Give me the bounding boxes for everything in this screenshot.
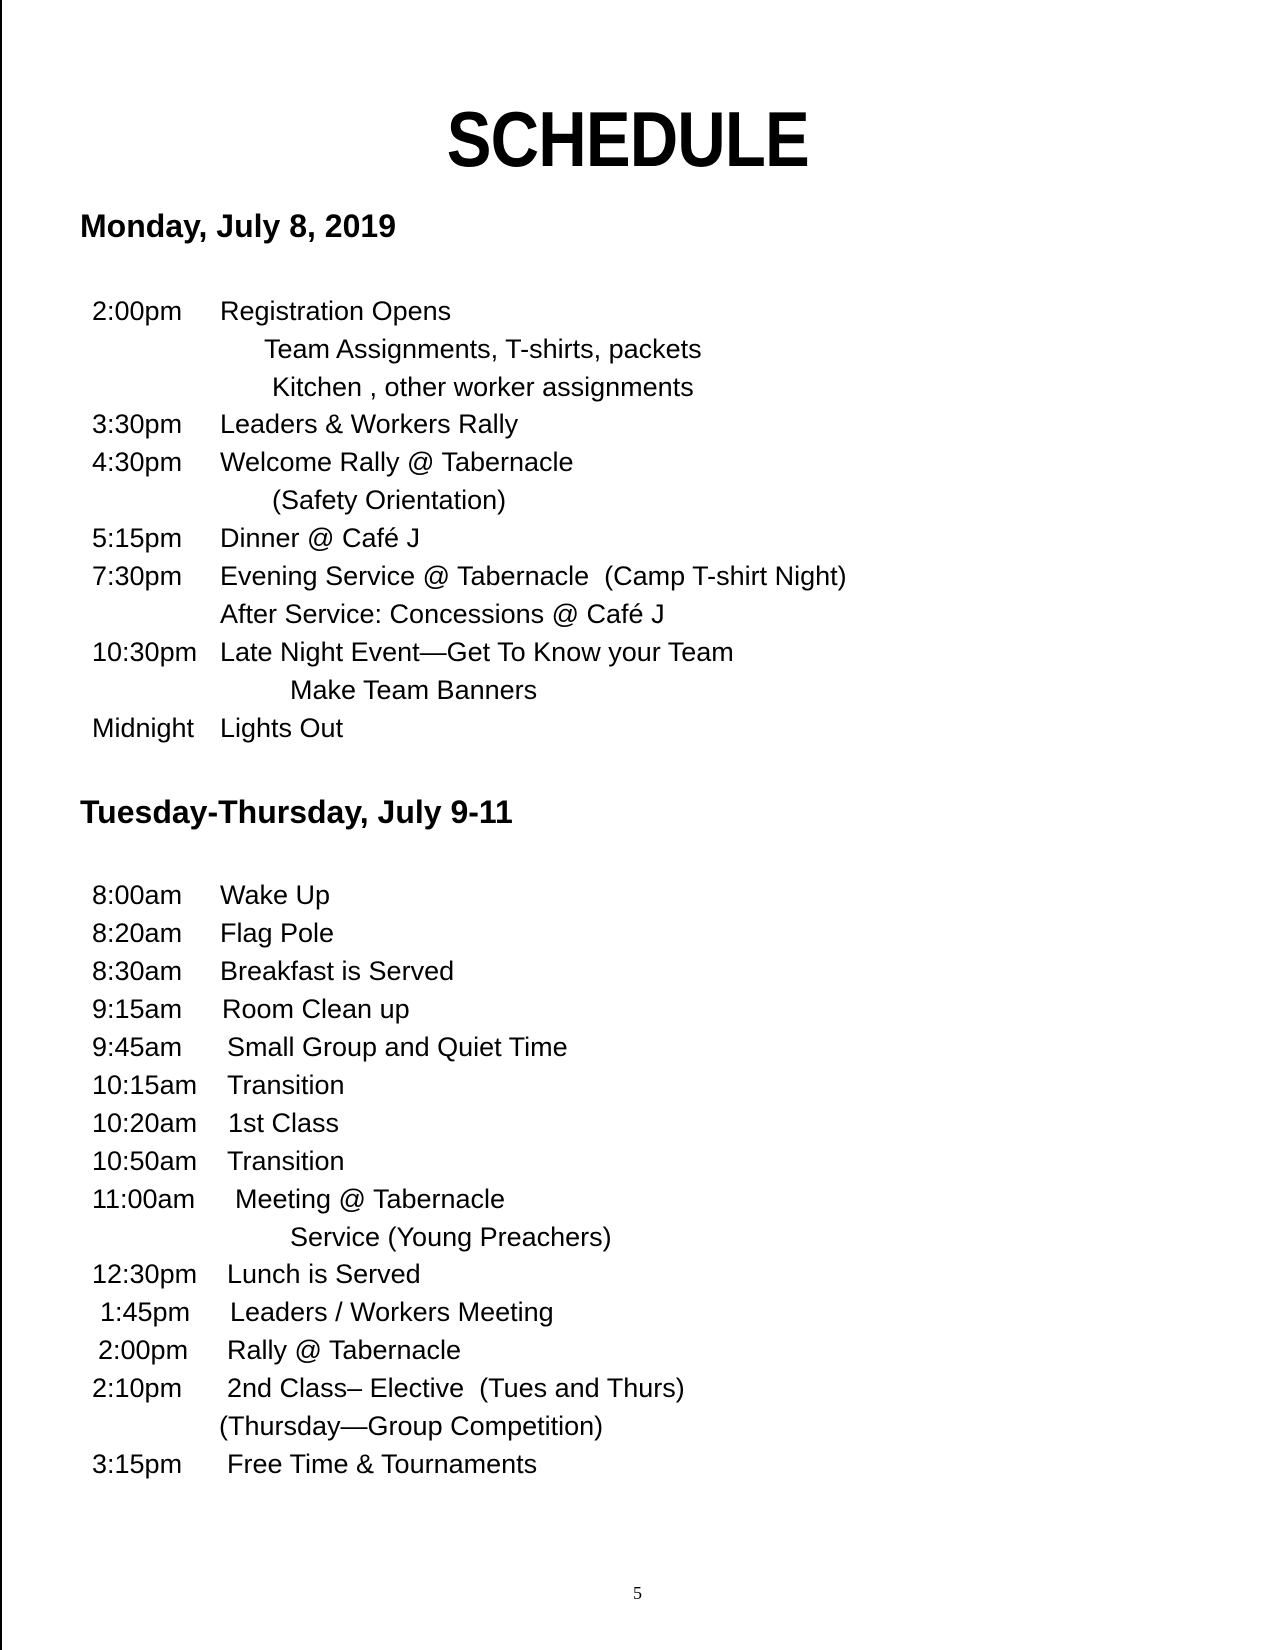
row-time: 2:10pm (92, 1373, 183, 1403)
weekdays-heading: Tuesday-Thursday, July 9-11 (80, 794, 513, 830)
row-continuation: After Service: Concessions @ Café J (220, 599, 665, 629)
row-time: 2:00pm (98, 1335, 189, 1365)
row-time: 1:45pm (100, 1297, 191, 1327)
row-desc: Transition (227, 1146, 345, 1176)
row-desc: Lights Out (220, 713, 344, 743)
row-desc: Small Group and Quiet Time (227, 1032, 568, 1062)
row-continuation: Service (Young Preachers) (290, 1222, 612, 1252)
row-desc: Late Night Event—Get To Know your Team (220, 637, 734, 667)
row-time: 9:45am (92, 1032, 183, 1062)
row-desc: 1st Class (228, 1108, 340, 1138)
page-number: 5 (633, 1583, 642, 1603)
row-desc: Wake Up (220, 880, 331, 910)
row-desc: Welcome Rally @ Tabernacle (220, 447, 574, 477)
row-time: 2:00pm (92, 296, 183, 326)
row-time: 5:15pm (92, 523, 183, 553)
row-time: 8:00am (92, 880, 183, 910)
schedule-row (0, 713, 344, 823)
row-desc: Dinner @ Café J (220, 523, 420, 553)
row-time: 3:30pm (92, 409, 183, 439)
monday-heading: Monday, July 8, 2019 (80, 208, 396, 244)
row-time: 10:50am (92, 1146, 198, 1176)
row-desc: Free Time & Tournaments (227, 1449, 538, 1479)
row-continuation: (Safety Orientation) (272, 485, 507, 515)
row-continuation: Kitchen , other worker assignments (272, 372, 694, 402)
row-desc: Room Clean up (222, 994, 410, 1024)
page-title: SCHEDULE (446, 95, 809, 183)
schedule-row (0, 296, 452, 406)
row-time: 9:15am (92, 994, 183, 1024)
row-time: 10:20am (92, 1108, 198, 1138)
row-time: 10:15am (92, 1070, 198, 1100)
row-desc: Leaders & Workers Rally (220, 409, 519, 439)
row-desc: Breakfast is Served (220, 956, 455, 986)
row-continuation: (Thursday—Group Competition) (219, 1411, 604, 1441)
row-desc: Evening Service @ Tabernacle (Camp T-shirt Night) (220, 561, 847, 591)
row-desc: Rally @ Tabernacle (227, 1335, 462, 1365)
schedule-row (0, 1449, 538, 1559)
row-time: 4:30pm (92, 447, 183, 477)
row-time: 10:30pm (92, 637, 198, 667)
row-desc: Registration Opens (220, 296, 452, 326)
row-desc: Meeting @ Tabernacle (235, 1184, 506, 1214)
row-time: Midnight (92, 713, 195, 743)
row-time: 8:20am (92, 918, 183, 948)
row-time: 12:30pm (92, 1259, 198, 1289)
row-desc: Leaders / Workers Meeting (230, 1297, 554, 1327)
row-desc: 2nd Class– Elective (Tues and Thurs) (227, 1373, 685, 1403)
row-continuation: Make Team Banners (290, 675, 538, 705)
row-desc: Flag Pole (220, 918, 335, 948)
row-desc: Lunch is Served (227, 1259, 421, 1289)
row-time: 11:00am (92, 1184, 196, 1214)
row-continuation: Team Assignments, T-shirts, packets (264, 334, 702, 364)
row-time: 3:15pm (92, 1449, 183, 1479)
row-time: 7:30pm (92, 561, 183, 591)
row-desc: Transition (227, 1070, 345, 1100)
row-time: 8:30am (92, 956, 183, 986)
